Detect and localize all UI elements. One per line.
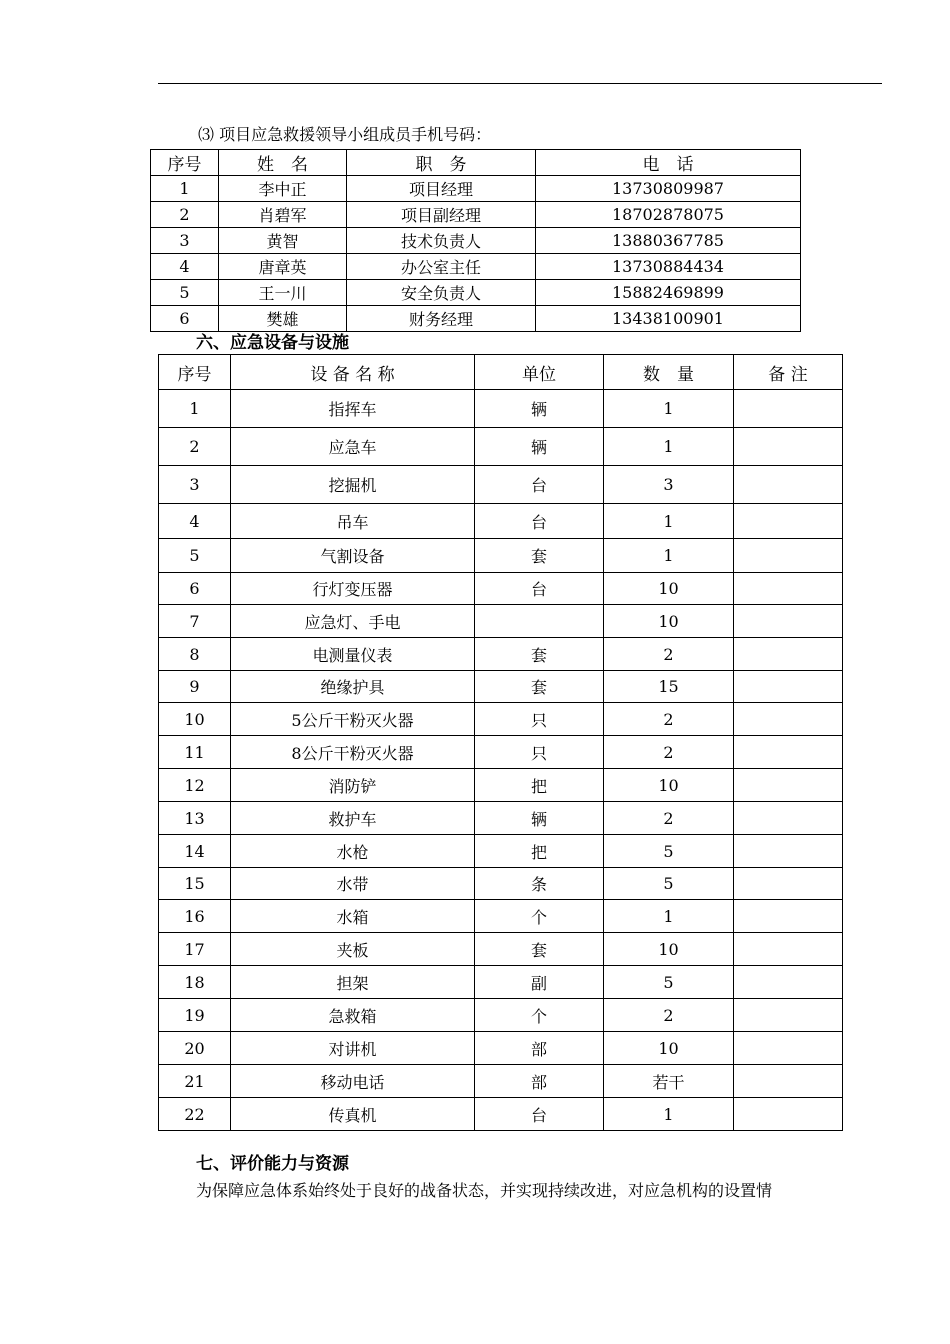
contact-row-cell: 技术负责人 [347,228,536,254]
equipment-row-cell: 18 [159,966,231,999]
contact-row-cell: 王一川 [219,280,347,306]
equipment-row-cell: 个 [475,999,604,1032]
equipment-row-cell: 套 [475,539,604,573]
equipment-row-cell [734,539,843,573]
equipment-row-cell: 应急灯、手电 [231,605,475,638]
equipment-row-cell: 套 [475,933,604,966]
equipment-row-cell: 21 [159,1065,231,1098]
equipment-row-cell: 副 [475,966,604,999]
contact-row [151,176,801,202]
contact-row-cell: 13730884434 [536,254,801,280]
equipment-row [159,466,843,504]
equipment-row [159,868,843,900]
equipment-row-cell [734,1098,843,1131]
equipment-row-cell: 1 [604,539,734,573]
equipment-row-cell [734,933,843,966]
equipment-row-cell: 3 [604,466,734,504]
equipment-row-cell [734,900,843,933]
contact-row-cell: 项目副经理 [347,202,536,228]
equipment-row-cell: 台 [475,504,604,539]
equipment-row-cell: 个 [475,900,604,933]
equipment-row-cell: 把 [475,835,604,868]
equipment-row-cell: 1 [604,504,734,539]
equipment-row [159,428,843,466]
equipment-row-cell: 17 [159,933,231,966]
equipment-row-cell: 7 [159,605,231,638]
equipment-row-cell [734,769,843,802]
equipment-row-cell: 担架 [231,966,475,999]
equipment-row-cell: 气割设备 [231,539,475,573]
equipment-row-cell: 5 [604,868,734,900]
equipment-row-cell: 台 [475,1098,604,1131]
equipment-row-cell: 10 [604,573,734,605]
equipment-row [159,390,843,428]
equipment-row-cell: 8 [159,638,231,671]
equipment-row-cell: 套 [475,671,604,703]
equipment-row-cell [475,605,604,638]
equipment-header-cell: 数 量 [604,355,734,390]
equipment-row-cell: 1 [604,428,734,466]
equipment-row-cell: 套 [475,638,604,671]
equipment-row-cell: 2 [604,638,734,671]
equipment-row-cell: 1 [604,1098,734,1131]
contacts-header-row [151,150,801,176]
equipment-row-cell: 8公斤干粉灭火器 [231,736,475,769]
section-6-title: 六、应急设备与设施 [196,333,349,353]
equipment-row-cell: 11 [159,736,231,769]
contacts-header-cell: 电 话 [536,150,801,176]
contact-row [151,280,801,306]
equipment-row-cell: 只 [475,703,604,736]
equipment-row-cell: 2 [604,703,734,736]
equipment-row-cell: 5 [604,835,734,868]
equipment-row [159,605,843,638]
equipment-row-cell: 15 [159,868,231,900]
contact-row-cell: 樊雄 [219,306,347,332]
equipment-row-cell: 电测量仪表 [231,638,475,671]
equipment-row-cell: 20 [159,1032,231,1065]
equipment-row-cell [734,466,843,504]
equipment-row-cell: 只 [475,736,604,769]
equipment-row-cell: 水带 [231,868,475,900]
contact-row-cell: 13438100901 [536,306,801,332]
equipment-row [159,504,843,539]
equipment-row-cell: 2 [159,428,231,466]
equipment-row-cell: 1 [159,390,231,428]
equipment-row-cell: 台 [475,573,604,605]
section-7-title: 七、评价能力与资源 [196,1154,349,1174]
equipment-row-cell: 把 [475,769,604,802]
equipment-row-cell: 消防铲 [231,769,475,802]
equipment-row-cell: 台 [475,466,604,504]
contacts-header-cell: 姓 名 [219,150,347,176]
contact-row-cell: 肖碧军 [219,202,347,228]
equipment-row-cell: 水枪 [231,835,475,868]
equipment-row-cell: 部 [475,1065,604,1098]
equipment-row [159,1065,843,1098]
contact-row [151,228,801,254]
contact-row-cell: 李中正 [219,176,347,202]
equipment-row-cell: 10 [604,605,734,638]
equipment-row-cell: 10 [604,769,734,802]
contact-row-cell: 黄智 [219,228,347,254]
contact-row-cell: 6 [151,306,219,332]
equipment-row-cell: 1 [604,390,734,428]
equipment-row [159,933,843,966]
equipment-row-cell: 10 [159,703,231,736]
contact-row-cell: 4 [151,254,219,280]
equipment-row-cell [734,605,843,638]
contact-row-cell: 1 [151,176,219,202]
equipment-row-cell: 水箱 [231,900,475,933]
equipment-row-cell [734,671,843,703]
contact-row-cell: 18702878075 [536,202,801,228]
equipment-row [159,900,843,933]
equipment-row [159,1098,843,1131]
contact-row [151,254,801,280]
equipment-row-cell: 应急车 [231,428,475,466]
equipment-row-cell [734,1032,843,1065]
equipment-row-cell: 1 [604,900,734,933]
contact-row-cell: 2 [151,202,219,228]
equipment-row [159,802,843,835]
equipment-row [159,966,843,999]
contact-row-cell: 唐章英 [219,254,347,280]
equipment-row-cell: 急救箱 [231,999,475,1032]
equipment-table [158,354,843,1131]
contacts-header-cell: 职 务 [347,150,536,176]
equipment-row-cell: 5 [604,966,734,999]
contact-row-cell: 财务经理 [347,306,536,332]
equipment-row-cell: 3 [159,466,231,504]
equipment-row-cell [734,428,843,466]
equipment-row-cell: 对讲机 [231,1032,475,1065]
equipment-row-cell: 救护车 [231,802,475,835]
equipment-row-cell [734,966,843,999]
contacts-body [151,176,801,332]
equipment-row [159,835,843,868]
equipment-row [159,671,843,703]
equipment-row-cell: 辆 [475,802,604,835]
equipment-row-cell [734,802,843,835]
contact-row-cell: 安全负责人 [347,280,536,306]
equipment-row [159,736,843,769]
equipment-row [159,703,843,736]
equipment-row [159,539,843,573]
equipment-row-cell: 吊车 [231,504,475,539]
section-7-paragraph: 为保障应急体系始终处于良好的战备状态，并实现持续改进，对应急机构的设置情 [196,1181,773,1200]
equipment-row-cell [734,638,843,671]
equipment-row-cell [734,835,843,868]
equipment-header-cell: 序号 [159,355,231,390]
equipment-row [159,1032,843,1065]
contact-row-cell: 项目经理 [347,176,536,202]
equipment-header-row [159,355,843,390]
equipment-row-cell: 4 [159,504,231,539]
contact-row-cell: 办公室主任 [347,254,536,280]
equipment-row-cell: 辆 [475,390,604,428]
equipment-row [159,999,843,1032]
equipment-row-cell: 移动电话 [231,1065,475,1098]
contact-row-cell: 13880367785 [536,228,801,254]
contacts-header-cell: 序号 [151,150,219,176]
equipment-row-cell: 2 [604,736,734,769]
equipment-row-cell: 9 [159,671,231,703]
equipment-row-cell: 13 [159,802,231,835]
equipment-header-cell: 单位 [475,355,604,390]
contact-row-cell: 5 [151,280,219,306]
equipment-row-cell: 5 [159,539,231,573]
contact-row-cell: 15882469899 [536,280,801,306]
contact-row [151,202,801,228]
equipment-row-cell: 12 [159,769,231,802]
equipment-row-cell [734,868,843,900]
equipment-row-cell: 辆 [475,428,604,466]
equipment-row-cell: 行灯变压器 [231,573,475,605]
equipment-row-cell: 部 [475,1032,604,1065]
equipment-header-cell: 备 注 [734,355,843,390]
equipment-row-cell: 若干 [604,1065,734,1098]
contact-row-cell: 3 [151,228,219,254]
equipment-row-cell [734,1065,843,1098]
equipment-row-cell: 22 [159,1098,231,1131]
equipment-row-cell: 2 [604,802,734,835]
equipment-row-cell: 14 [159,835,231,868]
equipment-row-cell [734,390,843,428]
equipment-body [159,390,843,1131]
equipment-row-cell: 6 [159,573,231,605]
equipment-row-cell [734,504,843,539]
equipment-row-cell: 夹板 [231,933,475,966]
equipment-row-cell: 15 [604,671,734,703]
equipment-row-cell: 条 [475,868,604,900]
equipment-row [159,573,843,605]
equipment-row [159,638,843,671]
equipment-row [159,769,843,802]
equipment-row-cell [734,736,843,769]
equipment-row-cell: 10 [604,933,734,966]
equipment-row-cell [734,573,843,605]
equipment-row-cell: 指挥车 [231,390,475,428]
contacts-table [150,149,801,332]
equipment-row-cell: 5公斤干粉灭火器 [231,703,475,736]
equipment-row-cell [734,999,843,1032]
equipment-row-cell: 19 [159,999,231,1032]
contacts-caption: ⑶ 项目应急救援领导小组成员手机号码： [198,125,492,144]
equipment-row-cell: 绝缘护具 [231,671,475,703]
contact-row [151,306,801,332]
equipment-header-cell: 设 备 名 称 [231,355,475,390]
header-rule [158,83,882,84]
equipment-row-cell: 2 [604,999,734,1032]
equipment-row-cell: 10 [604,1032,734,1065]
equipment-row-cell: 16 [159,900,231,933]
contact-row-cell: 13730809987 [536,176,801,202]
equipment-row-cell: 挖掘机 [231,466,475,504]
equipment-row-cell [734,703,843,736]
equipment-row-cell: 传真机 [231,1098,475,1131]
